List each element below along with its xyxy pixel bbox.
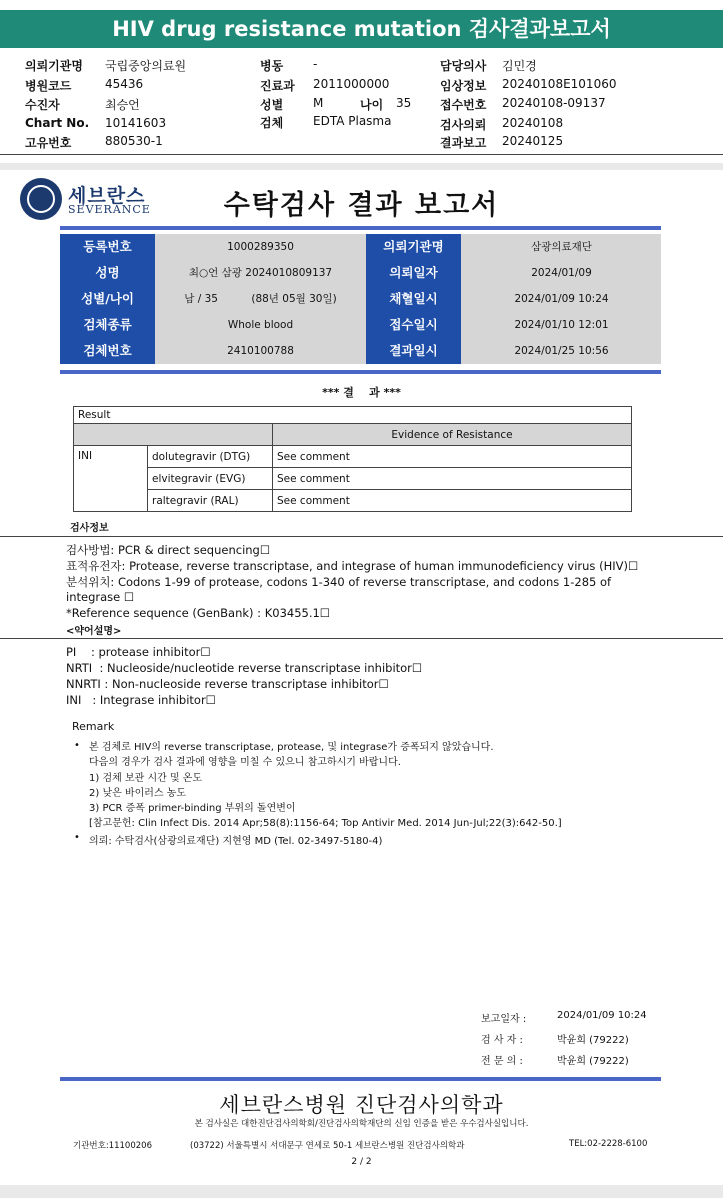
header-label: 진료과 xyxy=(260,79,295,93)
brand-name-ko: 세브란스 xyxy=(68,185,146,207)
header-value: 20240108 xyxy=(502,116,564,130)
info-value: 2024/01/09 xyxy=(531,267,592,279)
info-value: 2024/01/09 10:24 xyxy=(514,293,609,305)
evidence-value: See comment xyxy=(273,490,632,512)
header-value: 45436 xyxy=(105,77,144,91)
info-label: 의뢰일자 xyxy=(366,260,461,286)
report-date-label: 보고일자 : xyxy=(481,1014,527,1025)
info-value: 2024/01/10 12:01 xyxy=(514,319,609,331)
footer-tel: TEL:02-2228-6100 xyxy=(569,1139,648,1149)
result-caption: Result xyxy=(74,407,632,424)
header-value: M xyxy=(313,96,324,110)
specialist-value: 박윤희 (79222) xyxy=(557,1056,629,1067)
title-underline xyxy=(60,226,661,230)
drug-name: raltegravir (RAL) xyxy=(148,490,273,512)
examiner-label: 검 사 자 : xyxy=(481,1035,523,1046)
header-label: 담당의사 xyxy=(440,59,487,73)
info-label: 성별/나이 xyxy=(60,286,155,312)
abbrev-divider xyxy=(0,638,723,639)
info-label: 검체번호 xyxy=(60,338,155,364)
header-value: 국립중앙의료원 xyxy=(105,59,187,73)
test-info-heading: 검사정보 xyxy=(70,523,109,534)
brand-name-en: SEVERANCE xyxy=(68,203,151,216)
specialist-label: 전 문 의 : xyxy=(481,1056,523,1067)
info-label: 성명 xyxy=(60,260,155,286)
header-value: 10141603 xyxy=(105,116,167,130)
abbrev-item: NNRTI : Non-nucleoside reverse transcriptase inhibitor☐ xyxy=(66,677,389,691)
bullet-icon: • xyxy=(74,832,80,843)
page-separator xyxy=(0,163,723,170)
remark-body xyxy=(89,740,562,832)
footer-certification: 본 검사실은 대한진단검사의학회/진단검사의학재단의 신임 인증을 받은 우수검사실입니다. xyxy=(194,1119,529,1129)
drug-name: elvitegravir (EVG) xyxy=(148,468,273,490)
info-label: 검체종류 xyxy=(60,312,155,338)
abbrev-item: NRTI : Nucleoside/nucleotide reverse transcriptase inhibitor☐ xyxy=(66,661,423,675)
header-label: 병원코드 xyxy=(25,79,72,93)
footer-org-number: 기관번호:11100206 xyxy=(73,1141,152,1151)
header-label: 병동 xyxy=(260,59,284,73)
info-label: 접수일시 xyxy=(366,312,461,338)
target-gene: 표적유전자: Protease, reverse transcriptase, and integrase of human immunodeficiency virus (HIV)☐ xyxy=(66,559,639,573)
header-label: 검체 xyxy=(260,116,284,130)
bottom-band xyxy=(0,1185,723,1198)
remark-line: 본 검체로 HIV의 reverse transcriptase, protease, 및 integrase가 증폭되지 않았습니다. xyxy=(89,742,494,753)
info-value: Whole blood xyxy=(227,319,294,331)
abbrev-item: PI : protease inhibitor☐ xyxy=(66,645,211,659)
result-header-blank xyxy=(74,424,273,446)
header-value: 2011000000 xyxy=(313,77,390,91)
abbrev-heading: <약어설명> xyxy=(66,626,122,637)
report-date-value: 2024/01/09 10:24 xyxy=(557,1010,647,1021)
footer-topline xyxy=(60,1077,661,1081)
header-label: 고유번호 xyxy=(25,136,72,150)
remark-line: 다음의 경우가 검사 결과에 영향을 미칠 수 있으니 참고하시기 바랍니다. xyxy=(89,757,401,769)
results-heading: *** 결 과 *** xyxy=(322,386,401,399)
evidence-value: See comment xyxy=(273,468,632,490)
remark-contact: 의뢰: 수탁검사(삼광의료재단) 지현영 MD (Tel. 02-3497-5180-4) xyxy=(89,836,383,847)
reference-sequence: *Reference sequence (GenBank) : K03455.1☐ xyxy=(66,606,331,620)
test-info-divider xyxy=(0,536,723,537)
remark-line: 1) 검체 보관 시간 및 온도 xyxy=(89,772,203,784)
header-value: 20240108-09137 xyxy=(502,96,606,110)
drug-name: dolutegravir (DTG) xyxy=(148,446,273,468)
header-value: EDTA Plasma xyxy=(313,114,392,128)
header-value: 김민경 xyxy=(502,59,537,73)
header-label: 접수번호 xyxy=(440,98,487,112)
info-value: 삼광의료재단 xyxy=(531,241,592,253)
info-label: 의뢰기관명 xyxy=(366,234,461,260)
document-title: 수탁검사 결과 보고서 xyxy=(223,190,500,221)
header-value: - xyxy=(313,57,318,71)
remark-line: [참고문헌: Clin Infect Dis. 2014 Apr;58(8):1156-64; Top Antivir Med. 2014 Jun-Jul;22(3):642-50.] xyxy=(89,818,562,830)
header-label: 의뢰기관명 xyxy=(25,59,83,73)
result-table xyxy=(73,406,632,512)
report-top-title: HIV drug resistance mutation 검사결과보고서 xyxy=(0,10,723,48)
footer-department: 세브란스병원 진단검사의학과 xyxy=(219,1093,504,1117)
evidence-header: Evidence of Resistance xyxy=(273,424,632,446)
header-value: 880530-1 xyxy=(105,134,163,148)
info-value: 1000289350 xyxy=(227,241,294,253)
info-label: 채혈일시 xyxy=(366,286,461,312)
header-value: 35 xyxy=(396,96,412,110)
examiner-value: 박윤희 (79222) xyxy=(557,1035,629,1046)
evidence-value: See comment xyxy=(273,446,632,468)
remark-line: 3) PCR 증폭 primer-binding 부위의 돌연변이 xyxy=(89,803,296,815)
info-label: 결과일시 xyxy=(366,338,461,364)
info-value: 2410100788 xyxy=(227,345,294,357)
remark-line: 2) 낮은 바이러스 농도 xyxy=(89,787,187,799)
bullet-icon: • xyxy=(74,740,80,751)
abbrev-item: INI : Integrase inhibitor☐ xyxy=(66,693,216,707)
info-label: 등록번호 xyxy=(60,234,155,260)
header-label: 수진자 xyxy=(25,98,60,112)
header-label: 성별 xyxy=(260,98,284,112)
info-value: 최○언 삼광 2024010809137 xyxy=(188,267,333,279)
header-label: 임상정보 xyxy=(440,79,487,93)
info-value: 2024/01/25 10:56 xyxy=(514,345,609,357)
footer-address: (03722) 서울특별시 서대문구 연세로 50-1 세브란스병원 진단검사의학과 xyxy=(190,1141,465,1151)
header-label: 결과보고 xyxy=(440,136,487,150)
header-label: 나이 xyxy=(360,98,384,112)
header-label: Chart No. xyxy=(25,116,90,130)
analysis-region-cont: integrase ☐ xyxy=(66,590,135,604)
header-divider xyxy=(0,154,723,155)
info-underline xyxy=(60,370,661,374)
analysis-region: 분석위치: Codons 1-99 of protease, codons 1-340 of reverse transcriptase, and codons 1-285 of xyxy=(66,575,612,589)
header-value: 20240108E101060 xyxy=(502,77,617,91)
page-number: 2 / 2 xyxy=(351,1157,372,1167)
info-value: 남 / 35 (88년 05월 30일) xyxy=(184,293,337,305)
remark-heading: Remark xyxy=(72,720,115,733)
header-label: 검사의뢰 xyxy=(440,118,487,132)
header-value: 20240125 xyxy=(502,134,564,148)
drug-class: INI xyxy=(74,446,148,512)
test-method: 검사방법: PCR & direct sequencing☐ xyxy=(66,543,271,557)
header-value: 최승언 xyxy=(105,98,140,112)
